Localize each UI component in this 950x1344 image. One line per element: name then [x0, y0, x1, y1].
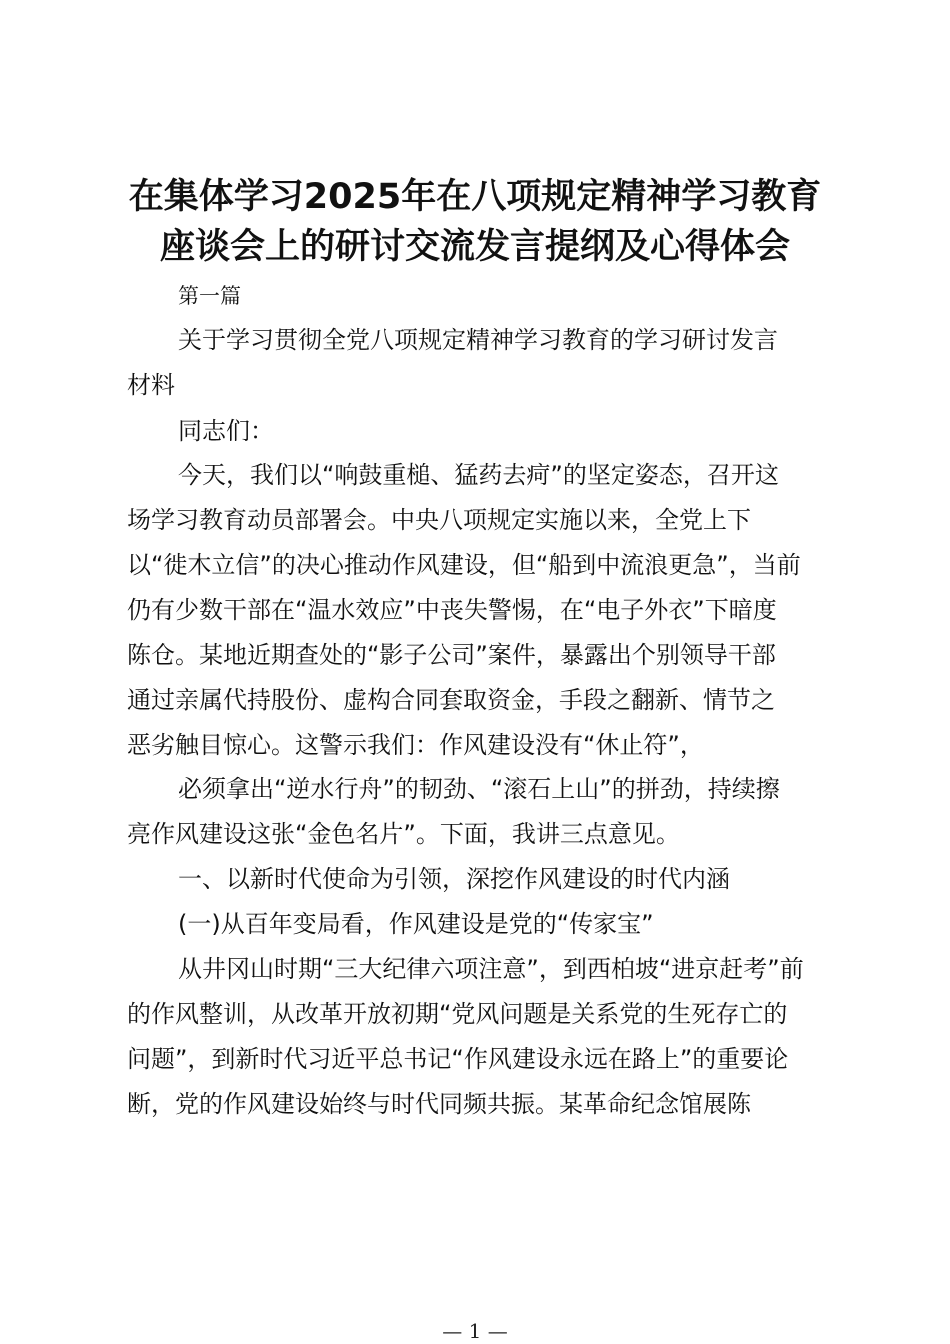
- salutation: 同志们：: [178, 417, 274, 445]
- subsection-heading: (一)从百年变局看，作风建设是党的“传家宝”: [178, 910, 654, 938]
- paragraph-line: 今天，我们以“响鼓重槌、猛药去疴”的坚定姿态，召开这: [178, 461, 779, 489]
- paragraph-line: 以“徙木立信”的决心推动作风建设，但“船到中流浪更急”，当前: [127, 551, 801, 579]
- paragraph-line: 亮作风建设这张“金色名片”。下面，我讲三点意见。: [127, 820, 680, 848]
- paragraph-line: 断，党的作风建设始终与时代同频共振。某革命纪念馆展陈: [127, 1090, 751, 1118]
- paragraph-line: 材料: [127, 371, 175, 399]
- title-line-1: 在集体学习2025年在八项规定精神学习教育: [128, 177, 822, 217]
- paragraph-line: 从井冈山时期“三大纪律六项注意”，到西柏坡“进京赶考”前: [178, 955, 804, 983]
- paragraph-line: 场学习教育动员部署会。中央八项规定实施以来，全党上下: [127, 506, 751, 534]
- paragraph-line: 恶劣触目惊心。这警示我们：作风建设没有“休止符”，: [127, 731, 704, 759]
- section-label: 第一篇: [178, 284, 241, 308]
- paragraph-line: 必须拿出“逆水行舟”的韧劲、“滚石上山”的拼劲，持续擦: [178, 775, 780, 803]
- paragraph-line: 问题”，到新时代习近平总书记“作风建设永远在路上”的重要论: [127, 1045, 789, 1073]
- paragraph-line: 仍有少数干部在“温水效应”中丧失警惕，在“电子外衣”下暗度: [127, 596, 777, 624]
- paragraph-line: 关于学习贯彻全党八项规定精神学习教育的学习研讨发言: [178, 326, 778, 354]
- page-number: — 1 —: [442, 1319, 508, 1343]
- document-title: [100, 172, 850, 272]
- paragraph-line: 陈仓。某地近期查处的“影子公司”案件，暴露出个别领导干部: [127, 641, 776, 669]
- title-line-2: 座谈会上的研讨交流发言提纲及心得体会: [159, 227, 790, 267]
- paragraph-line: 的作风整训，从改革开放初期“党风问题是关系党的生死存亡的: [127, 1000, 788, 1028]
- paragraph-line: 通过亲属代持股份、虚构合同套取资金，手段之翻新、情节之: [127, 686, 775, 714]
- section-heading: 一、以新时代使命为引领，深挖作风建设的时代内涵: [178, 865, 730, 893]
